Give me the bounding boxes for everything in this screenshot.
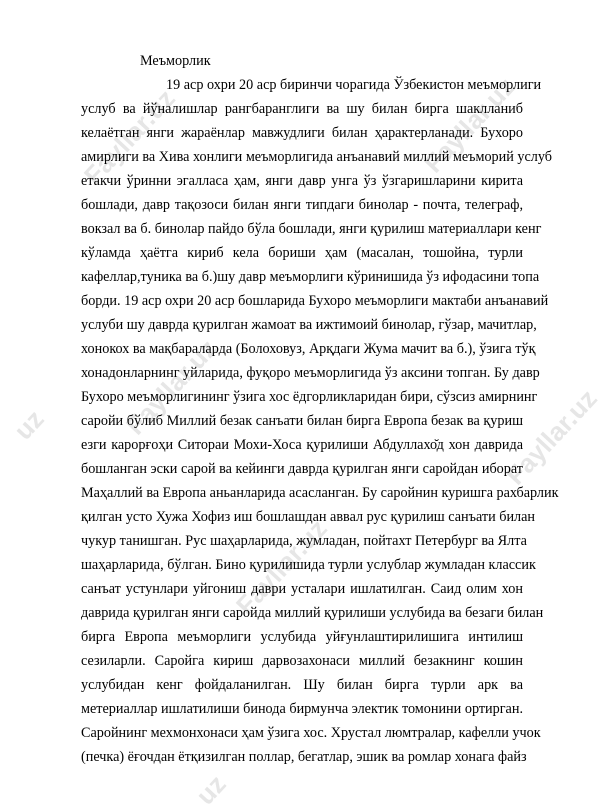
text-line: борди. 19 аср охри 20 аср бошларида Бухоро меъморлиги мактаби анъанавий bbox=[81, 293, 549, 309]
text-line: кафеллар,туника ва б.)шу давр меъморлиги кўринишида ўз ифодасини топа bbox=[81, 269, 540, 285]
text-line: кўламда ҳаётга кириб кела бориши ҳам (масалан, тошойна, турли bbox=[81, 245, 523, 261]
text-line: Саройнинг мехмонхонаси ҳам ўзига хос. Хрустал люмтралар, кафелли учок bbox=[81, 725, 541, 741]
text-line: саройи бўлиб Миллий безак санъати билан бирга Европа безак ва қуриш bbox=[81, 413, 523, 429]
text-line: бошлади, давр тақозоси билан янги типдаги бинолар - почта, телеграф, bbox=[81, 197, 523, 213]
text-line: хонадонларнинг уйларида, фуқоро меъморлигида ўз аксини топган. Бу давр bbox=[81, 365, 540, 381]
text-line: санъат устунлари уйгониш даври усталари ишлатилган. Саид олим хон bbox=[81, 581, 523, 597]
watermark: Fayllar.uz bbox=[230, 513, 333, 621]
text-line: Бухоро меъморлигининг ўзига хос ёдгорликларидан бири, сўзсиз амирнинг bbox=[81, 389, 538, 405]
text-line: бошланган эски сарой ва кейинги даврда қурилган янги саройдан иборат bbox=[81, 461, 523, 477]
text-line: амирлиги ва Хива хонлиги меъморлигида анъанавий миллий меъморий услуб bbox=[81, 149, 552, 165]
text-line: қилган усто Хужа Хофиз иш бошлашдан аввал рус қурилиш санъати билан bbox=[81, 509, 536, 525]
text-line: езги карорғоҳи Ситораи Мохи-Хоса қурилиши Абдуллахо̆д хон даврида bbox=[81, 437, 523, 453]
text-line: сезиларли. Саройга кириш дарвозахонаси миллий безакнинг кошин bbox=[81, 653, 523, 669]
text-line: 19 аср охри 20 аср биринчи чорагида Ўзбекистон меъморлиги bbox=[166, 77, 542, 93]
text-line: бирга Европа меъморлиги услубида уйғунлаштирилишига интилиш bbox=[81, 629, 523, 645]
text-line: келаётган янги жараёнлар мавжудлиги билан ҳарактерланади. Бухоро bbox=[81, 125, 523, 141]
text-line: хонокох ва мақбараларда (Болоховуз, Арқдаги Жума мачит ва б.), ўзига тўқ bbox=[81, 341, 536, 357]
watermark: Fayllar.uz bbox=[418, 71, 521, 179]
text-line: вокзал ва б. бинолар пайдо бўла бошлади, янги қурилиш материаллари кенг bbox=[81, 221, 542, 237]
text-line: шаҳарларида, бўлган. Бино қурилишида турли услублар жумладан классик bbox=[81, 557, 536, 573]
watermark-fragment: uz bbox=[8, 403, 50, 446]
text-line: Маҳаллий ва Европа аньанларида асасланган. Бу саройнин куришга рахбарлик bbox=[81, 485, 559, 501]
text-line: (печка) ёғочдан ётқизилган поллар, бегатлар, эшик ва ромлар хонага файз bbox=[81, 749, 527, 765]
watermark: Fayllar.uz bbox=[120, 333, 223, 441]
document-title: Меъморлик bbox=[140, 53, 211, 69]
watermark: Fayllar.uz bbox=[78, 83, 181, 191]
text-line: услуби шу даврда қурилган жамоат ва ижтимоий бинолар, гўзар, мачитлар, bbox=[81, 317, 537, 333]
text-line: чукур танишган. Рус шаҳарларида, жумладан, пойтахт Петербург ва Ялта bbox=[81, 533, 527, 549]
text-line: даврида қурилган янги саройда миллий қурилиши услубида ва безаги билан bbox=[81, 605, 544, 621]
watermark: Fayllar.uz bbox=[500, 383, 603, 491]
text-line: метериаллар ишлатилиши бинода бирмунча электик томонини ортирган. bbox=[81, 701, 523, 717]
watermark-fragment: uz bbox=[190, 768, 232, 811]
text-line: услубидан кенг фойдаланилган. Шу билан бирга турли арк ва bbox=[81, 677, 523, 693]
text-line: етакчи ўринни эгалласа ҳам, янги давр унга ўз ўзгаришларини кирита bbox=[81, 173, 523, 189]
text-line: услуб ва йўналишлар рангбаранглиги ва шу билан бирга шаклланиб bbox=[81, 101, 523, 117]
